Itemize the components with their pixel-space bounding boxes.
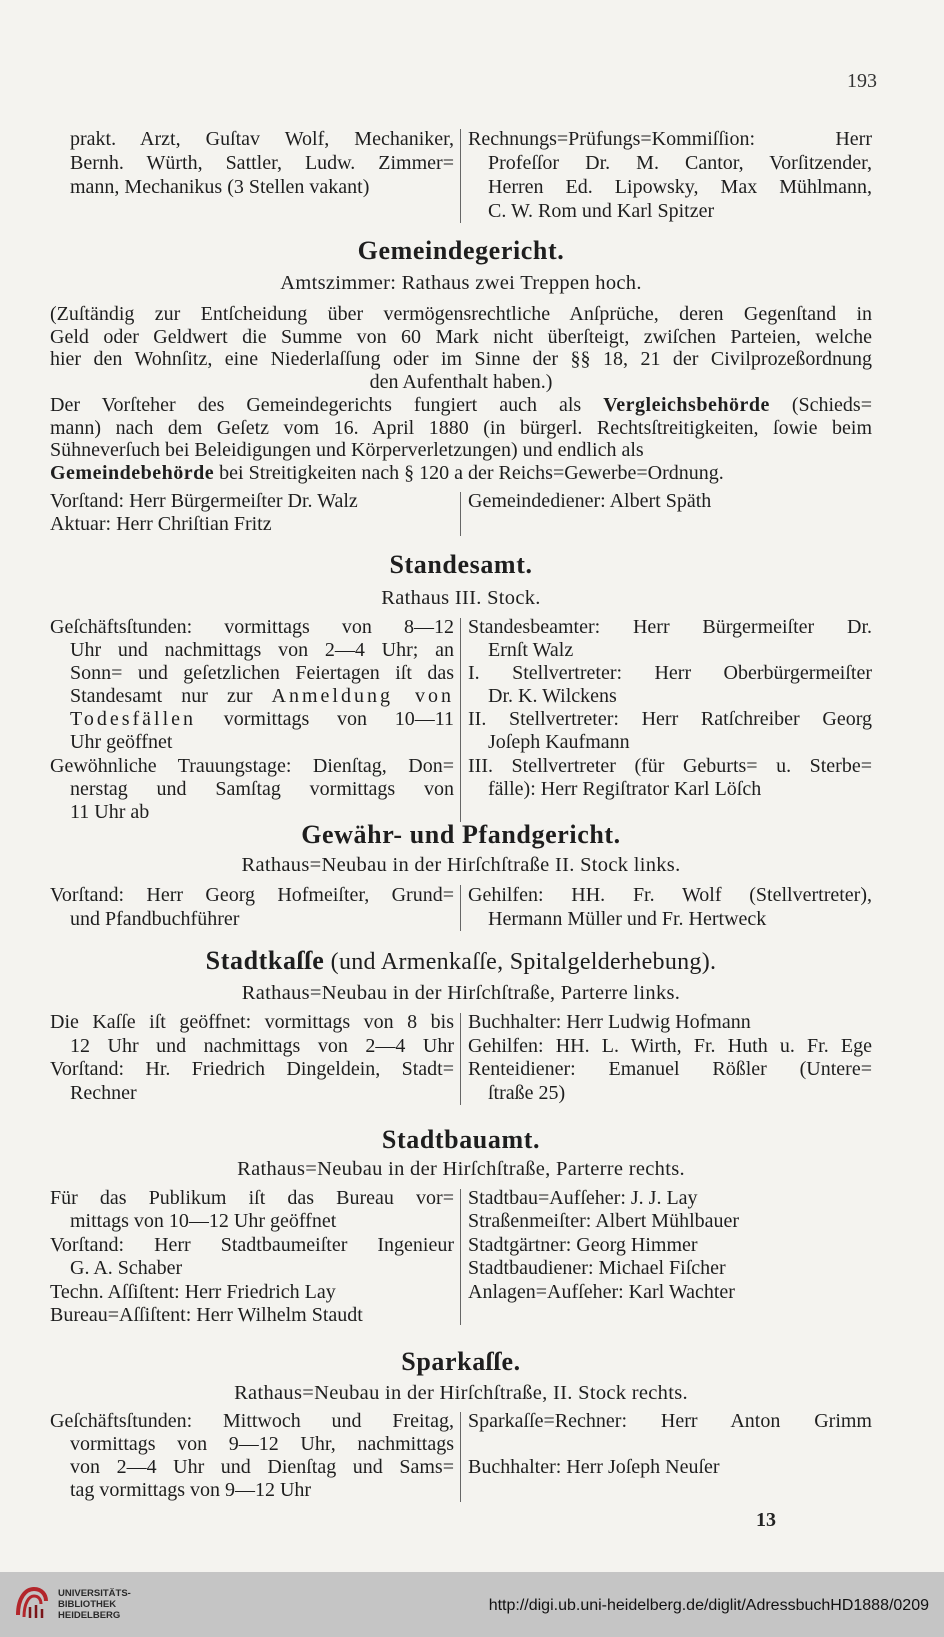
text-segment: Der Vorſteher des Gemeindegerichts fungiert auch als <box>50 393 604 416</box>
heading-rest: (und Armenkaſſe, Spitalgelderhebung). <box>324 949 717 975</box>
section-location: Rathaus=Neubau in der Hirſchſtraße, Parterre links. <box>241 982 681 1004</box>
text-line: hier den Wohnſitz, eine Niederlaſſung oder im Sinne der §§ 18, 21 der Civilprozeßordnung <box>50 348 872 371</box>
column-divider <box>460 492 461 536</box>
section-location: Amtszimmer: Rathaus zwei Treppen hoch. <box>280 272 642 294</box>
blank-line <box>468 1433 872 1456</box>
column-left <box>50 1410 454 1502</box>
column-left <box>50 1011 454 1106</box>
section-heading <box>50 946 872 977</box>
text-line: III. Stellvertreter (für Geburts= u. Sterbe= <box>468 754 872 777</box>
text-line: vormittags von 9—12 Uhr, nachmittags <box>70 1433 454 1455</box>
text-line: Sonn= und geſetzlichen Feiertagen iſt das <box>70 662 454 685</box>
text-line: Straßenmeiſter: Albert Mühlbauer <box>468 1210 740 1233</box>
text-line: Renteidiener: Emanuel Rößler (Untere= <box>468 1058 872 1081</box>
section-heading: Sparkaſſe. <box>401 1347 521 1376</box>
text-line: Gewöhnliche Trauungstage: Dienſtag, Don= <box>50 754 454 777</box>
signature-mark: 13 <box>756 1509 776 1531</box>
text-line: mittags von 10—12 Uhr geöffnet <box>70 1210 337 1233</box>
source-url-link[interactable]: http://digi.ub.uni-heidelberg.de/diglit/AdressbuchHD1888/0209 <box>488 1597 929 1614</box>
text-line: mann) nach dem Geſetz vom 16. April 1880 (in bürgerl. Rechtsſtreitigkeiten, ſowie beim <box>50 416 872 439</box>
text-line: Anlagen=Aufſeher: Karl Wachter <box>468 1280 735 1303</box>
text-line: 12 Uhr und nachmittags von 2—4 Uhr <box>70 1034 454 1057</box>
text-line: den Aufenthalt haben.) <box>369 371 553 394</box>
text-line: Sühneverſuch bei Beleidigungen und Körperverletzungen) und endlich als <box>50 439 644 462</box>
column-divider <box>460 129 461 223</box>
text-line: von 2—4 Uhr und Dienſtag und Sams= <box>70 1456 454 1478</box>
text-line: Techn. Aſſiſtent: Herr Friedrich Lay <box>50 1280 336 1303</box>
text-segment: bei Streitigkeiten nach § 120 a der Reichs=Gewerbe=Ordnung. <box>214 461 724 484</box>
column-left <box>50 883 454 931</box>
text-line: (Zuſtändig zur Entſcheidung über vermögensrechtliche Anſprüche, deren Gegenſtand in <box>50 303 872 325</box>
text-line: Geſchäftsſtunden: Mittwoch und Freitag, <box>50 1410 454 1432</box>
section-location: Rathaus=Neubau in der Hirſchſtraße II. Stock links. <box>241 854 681 876</box>
library-name <box>58 1588 131 1621</box>
text-line: Stadtbaudiener: Michael Fiſcher <box>468 1257 726 1280</box>
text-line: Geld oder Geldwert die Summe von 60 Mark nicht überſteigt, zwiſchen Parteien, welche <box>50 325 872 348</box>
text-line: G. A. Schaber <box>70 1257 183 1280</box>
text-line: Gehilfen: HH. Fr. Wolf (Stellvertreter), <box>468 884 872 906</box>
text-line: Stadtgärtner: Georg Himmer <box>468 1233 698 1256</box>
column-right <box>468 616 872 801</box>
spaced-term: Todesfällen <box>70 708 197 731</box>
text-line: Rechner <box>70 1082 137 1105</box>
column-left <box>50 616 454 824</box>
text-segment: vormittags von 10—11 <box>196 708 454 731</box>
column-divider <box>460 1412 461 1502</box>
text-line: II. Stellvertreter: Herr Ratſchreiber Georg <box>468 708 872 731</box>
bold-term: Gemeindebehörde <box>50 461 215 484</box>
footer-bar <box>0 1572 944 1637</box>
text-line: Vorſtand: Herr Bürgermeiſter Dr. Walz <box>50 490 358 512</box>
section-location: Rathaus III. Stock. <box>381 587 541 609</box>
text-line: Sparkaſſe=Rechner: Herr Anton Grimm <box>468 1410 872 1432</box>
text-line <box>50 708 454 731</box>
text-line: Bureau=Aſſiſtent: Herr Wilhelm Staudt <box>50 1304 363 1327</box>
text-line: Für das Publikum iſt das Bureau vor= <box>50 1187 454 1209</box>
text-line: Vorſtand: Herr Georg Hofmeiſter, Grund= <box>50 884 454 906</box>
logo-arc <box>24 1596 41 1617</box>
column-left <box>50 127 454 199</box>
text-line: Gemeindediener: Albert Späth <box>468 490 712 512</box>
text-line: Buchhalter: Herr Ludwig Hofmann <box>468 1011 751 1033</box>
column-divider <box>460 1013 461 1105</box>
section-location: Rathaus=Neubau in der Hirſchſtraße, Parterre rechts. <box>237 1158 685 1180</box>
text-line: tag vormittags von 9—12 Uhr <box>70 1479 312 1501</box>
section-location: Rathaus=Neubau in der Hirſchſtraße, II. Stock rechts. <box>234 1382 688 1404</box>
library-name-line: HEIDELBERG <box>58 1610 121 1621</box>
text-line <box>50 394 872 417</box>
column-right <box>468 490 872 513</box>
text-line: Rechnungs=Prüfungs=Kommiſſion: Herr <box>468 128 872 150</box>
text-line: prakt. Arzt, Guſtav Wolf, Mechaniker, <box>70 128 454 150</box>
column-right <box>468 1011 872 1106</box>
heading-bold-part: Stadtkaſſe <box>205 946 325 975</box>
section-heading: Gewähr- und Pfandgericht. <box>301 820 621 849</box>
text-line: Buchhalter: Herr Joſeph Neuſer <box>468 1456 720 1478</box>
text-line: Geſchäftsſtunden: vormittags von 8—12 <box>50 616 454 638</box>
section-heading: Stadtbauamt. <box>381 1125 541 1154</box>
text-line: Profeſſor Dr. M. Cantor, Vorſitzender, <box>488 152 872 174</box>
column-right <box>468 1187 872 1304</box>
text-line: Gehilfen: HH. L. Wirth, Fr. Huth u. Fr. Ege <box>468 1034 872 1057</box>
text-line <box>50 462 872 485</box>
column-right <box>468 127 872 223</box>
text-line <box>50 685 454 708</box>
logo-bars <box>30 1605 42 1618</box>
text-segment: Standesamt nur zur <box>70 685 272 708</box>
text-line: mann, Mechanikus (3 Stellen vakant) <box>70 176 370 198</box>
text-line: 11 Uhr ab <box>70 800 150 823</box>
text-line: nerstag und Samſtag vormittags von <box>70 777 454 800</box>
text-line: Uhr geöffnet <box>70 731 173 754</box>
text-line: Herren Ed. Lipowsky, Max Mühlmann, <box>488 176 872 198</box>
column-divider <box>460 618 461 822</box>
text-line: fälle): Herr Regiſtrator Karl Löſch <box>488 777 762 800</box>
column-left <box>50 490 454 536</box>
section-heading: Standesamt. <box>389 550 533 579</box>
section-heading: Gemeindegericht. <box>357 236 565 265</box>
text-line: Hermann Müller und Fr. Hertweck <box>488 908 767 930</box>
text-line: ſtraße 25) <box>488 1082 566 1105</box>
library-name-line: UNIVERSITÄTS- <box>58 1588 131 1599</box>
text-line: Ernſt Walz <box>488 639 574 662</box>
text-line: Stadtbau=Aufſeher: J. J. Lay <box>468 1187 698 1209</box>
text-line: Aktuar: Herr Chriſtian Fritz <box>50 513 272 535</box>
section-paragraph <box>50 303 872 485</box>
text-segment: (Schieds= <box>769 393 872 416</box>
text-line: Vorſtand: Herr Stadtbaumeiſter Ingenieur <box>50 1233 454 1256</box>
library-name-line: BIBLIOTHEK <box>58 1599 117 1610</box>
library-logo-icon <box>12 1583 52 1623</box>
text-line: Joſeph Kaufmann <box>488 731 630 754</box>
column-divider <box>460 885 461 931</box>
text-line: Die Kaſſe iſt geöffnet: vormittags von 8 bis <box>50 1011 454 1033</box>
column-right <box>468 1410 872 1479</box>
text-line: Dr. K. Wilckens <box>488 685 617 708</box>
text-line: Bernh. Würth, Sattler, Ludw. Zimmer= <box>70 152 454 174</box>
text-line: und Pfandbuchführer <box>70 908 240 930</box>
text-line: Standesbeamter: Herr Bürgermeiſter Dr. <box>468 616 872 638</box>
page-number: 193 <box>847 70 877 92</box>
text-line: I. Stellvertreter: Herr Oberbürgermeiſter <box>468 662 872 685</box>
column-left <box>50 1187 454 1327</box>
column-right <box>468 883 872 931</box>
column-divider <box>460 1189 461 1325</box>
text-line: C. W. Rom und Karl Spitzer <box>488 200 715 222</box>
bold-term: Vergleichsbehörde <box>603 393 770 416</box>
text-line: Uhr und nachmittags von 2—4 Uhr; an <box>70 639 454 662</box>
text-line: Vorſtand: Hr. Friedrich Dingeldein, Stadt= <box>50 1058 454 1081</box>
spaced-term: Anmeldung von <box>271 685 455 708</box>
